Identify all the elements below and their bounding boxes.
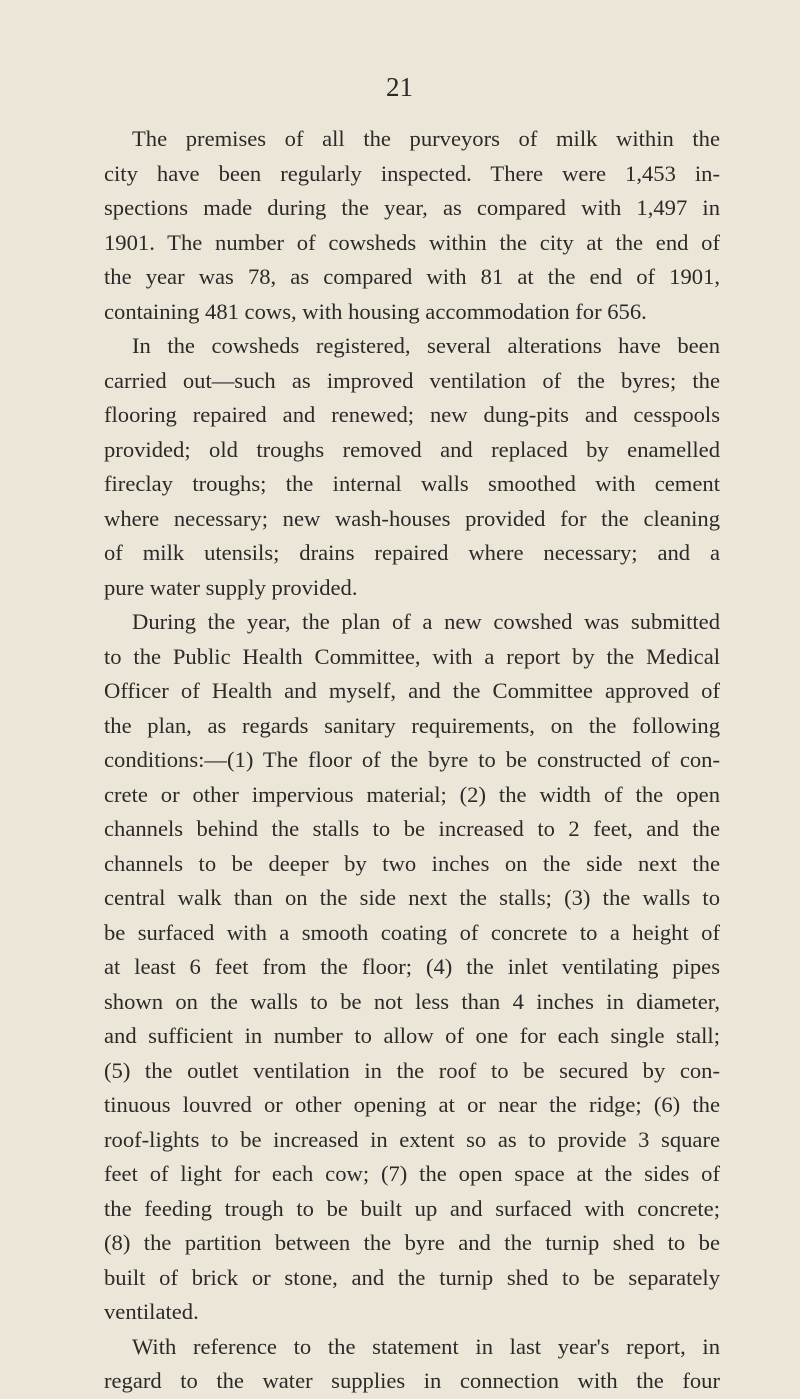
text-line: be surfaced with a smooth coating of concrete to a height of <box>104 919 720 945</box>
text-line: tinuous louvred or other opening at or near the ridge; (6) the <box>104 1092 720 1117</box>
text-line: carried out—such as improved ventilation of the byres; the <box>104 367 720 393</box>
text-line: With reference to the statement in last year's report, in <box>132 1333 720 1359</box>
text-line: The premises of all the purveyors of milk within the <box>132 126 720 151</box>
text-line: containing 481 cows, with housing accommodation for 656. <box>104 298 647 324</box>
body-text <box>104 122 720 1399</box>
text-line: city have been regularly inspected. There were 1,453 in- <box>104 160 720 186</box>
text-line: shown on the walls to be not less than 4 inches in diameter, <box>104 988 720 1014</box>
text-line: channels behind the stalls to be increased to 2 feet, and the <box>104 816 720 841</box>
text-line: crete or other impervious material; (2) the width of the open <box>104 781 720 807</box>
text-line: (5) the outlet ventilation in the roof to be secured by con- <box>104 1057 720 1083</box>
text-line: the year was 78, as compared with 81 at the end of 1901, <box>104 264 720 289</box>
text-line: of milk utensils; drains repaired where necessary; and a <box>104 540 720 565</box>
text-line: regard to the water supplies in connection with the four <box>104 1368 720 1393</box>
text-line: fireclay troughs; the internal walls smoothed with cement <box>104 471 720 496</box>
page-number: 21 <box>386 72 413 102</box>
text-line: the plan, as regards sanitary requirements, on the following <box>104 712 720 738</box>
text-line: to the Public Health Committee, with a report by the Medical <box>104 643 720 669</box>
text-line: spections made during the year, as compared with 1,497 in <box>104 195 720 220</box>
text-line: In the cowsheds registered, several alterations have been <box>132 333 720 358</box>
text-line: feet of light for each cow; (7) the open space at the sides of <box>104 1161 720 1186</box>
text-line: provided; old troughs removed and replaced by enamelled <box>104 436 720 462</box>
text-line: 1901. The number of cowsheds within the city at the end of <box>104 229 720 255</box>
text-line: roof-lights to be increased in extent so as to provide 3 square <box>104 1126 720 1152</box>
text-line: flooring repaired and renewed; new dung-pits and cesspools <box>104 402 720 427</box>
text-line: Officer of Health and myself, and the Committee approved of <box>104 678 720 703</box>
text-line: channels to be deeper by two inches on the side next the <box>104 850 720 876</box>
text-line: at least 6 feet from the floor; (4) the inlet ventilating pipes <box>104 954 720 979</box>
text-line: conditions:—(1) The floor of the byre to be constructed of con- <box>104 747 720 772</box>
text-line: and sufficient in number to allow of one for each single stall; <box>104 1023 720 1048</box>
text-line: central walk than on the side next the stalls; (3) the walls to <box>104 885 720 910</box>
text-line: built of brick or stone, and the turnip shed to be separately <box>104 1264 720 1290</box>
text-line: ventilated. <box>104 1299 199 1324</box>
text-line: pure water supply provided. <box>104 574 358 600</box>
text-line: the feeding trough to be built up and surfaced with concrete; <box>104 1195 720 1221</box>
text-line: During the year, the plan of a new cowshed was submitted <box>132 609 720 634</box>
text-line: where necessary; new wash-houses provided for the cleaning <box>104 505 720 531</box>
text-line: (8) the partition between the byre and the turnip shed to be <box>104 1230 720 1255</box>
